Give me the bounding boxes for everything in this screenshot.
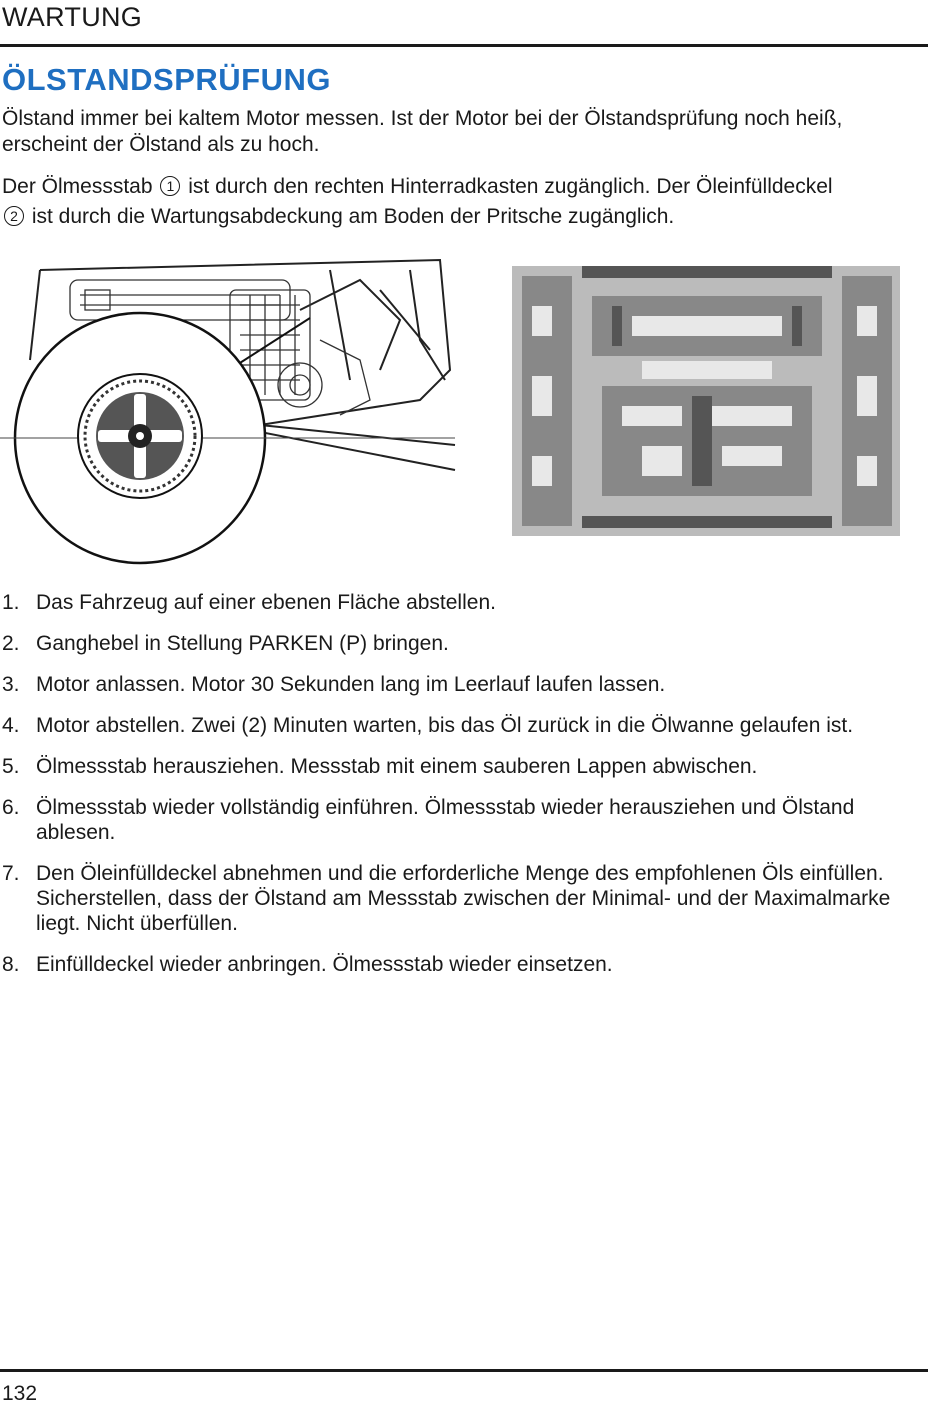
procedure-steps	[0, 590, 928, 993]
step-number: 8.	[2, 953, 20, 976]
step-text: Ölmessstab herausziehen. Messstab mit einem sauberen Lappen abwischen.	[36, 755, 758, 778]
intro-paragraph-1: Ölstand immer bei kaltem Motor messen. Ist der Motor bei der Ölstandsprüfung noch heiß, erscheint der Ölstand als zu hoch.	[2, 107, 843, 156]
footer-rule	[0, 1369, 928, 1372]
page-header-title: WARTUNG	[2, 2, 143, 32]
step-item	[0, 754, 928, 779]
step-text: Einfülldeckel wieder anbringen. Ölmessstab wieder einsetzen.	[36, 953, 613, 976]
step-text: Motor abstellen. Zwei (2) Minuten warten, bis das Öl zurück in die Ölwanne gelaufen ist.	[36, 714, 854, 737]
step-item	[0, 590, 928, 615]
callout-marker-1: 1	[160, 176, 180, 196]
step-item	[0, 713, 928, 738]
step-item	[0, 952, 928, 977]
intro-paragraph-2	[2, 172, 927, 232]
step-number: 3.	[2, 673, 20, 696]
section-title: ÖLSTANDSPRÜFUNG	[2, 62, 331, 97]
intro-p2-part-a: Der Ölmessstab	[2, 175, 153, 198]
step-item	[0, 672, 928, 697]
step-number: 7.	[2, 862, 20, 885]
page-number: 132	[2, 1382, 38, 1405]
fill-cap-access-illustration	[492, 246, 920, 548]
step-item	[0, 795, 928, 845]
step-text: Ölmessstab wieder vollständig einführen. Ölmessstab wieder herausziehen und Ölstand ablesen.	[36, 796, 855, 844]
step-number: 2.	[2, 632, 20, 655]
step-number: 5.	[2, 755, 20, 778]
step-text: Den Öleinfülldeckel abnehmen und die erforderliche Menge des empfohlenen Öls einfüllen. Sicherstellen, dass der Ölstand am Messstab zwischen der Minimal- und der Maximalmarke liegt. Nicht überfüllen.	[36, 862, 891, 935]
step-item	[0, 631, 928, 656]
intro-p2-part-c: ist durch die Wartungsabdeckung am Boden der Pritsche zugänglich.	[31, 205, 675, 228]
step-number: 4.	[2, 714, 20, 737]
step-number: 1.	[2, 591, 20, 614]
step-number: 6.	[2, 796, 20, 819]
step-text: Das Fahrzeug auf einer ebenen Fläche abstellen.	[36, 591, 496, 614]
intro-p2-part-b: ist durch den rechten Hinterradkasten zugänglich. Der Öleinfülldeckel	[188, 175, 833, 198]
header-rule	[0, 44, 928, 47]
step-text: Ganghebel in Stellung PARKEN (P) bringen.	[36, 632, 449, 655]
callout-marker-2: 2	[4, 206, 24, 226]
step-text: Motor anlassen. Motor 30 Sekunden lang im Leerlauf laufen lassen.	[36, 673, 666, 696]
step-item	[0, 861, 928, 936]
dipstick-location-illustration	[0, 250, 460, 570]
